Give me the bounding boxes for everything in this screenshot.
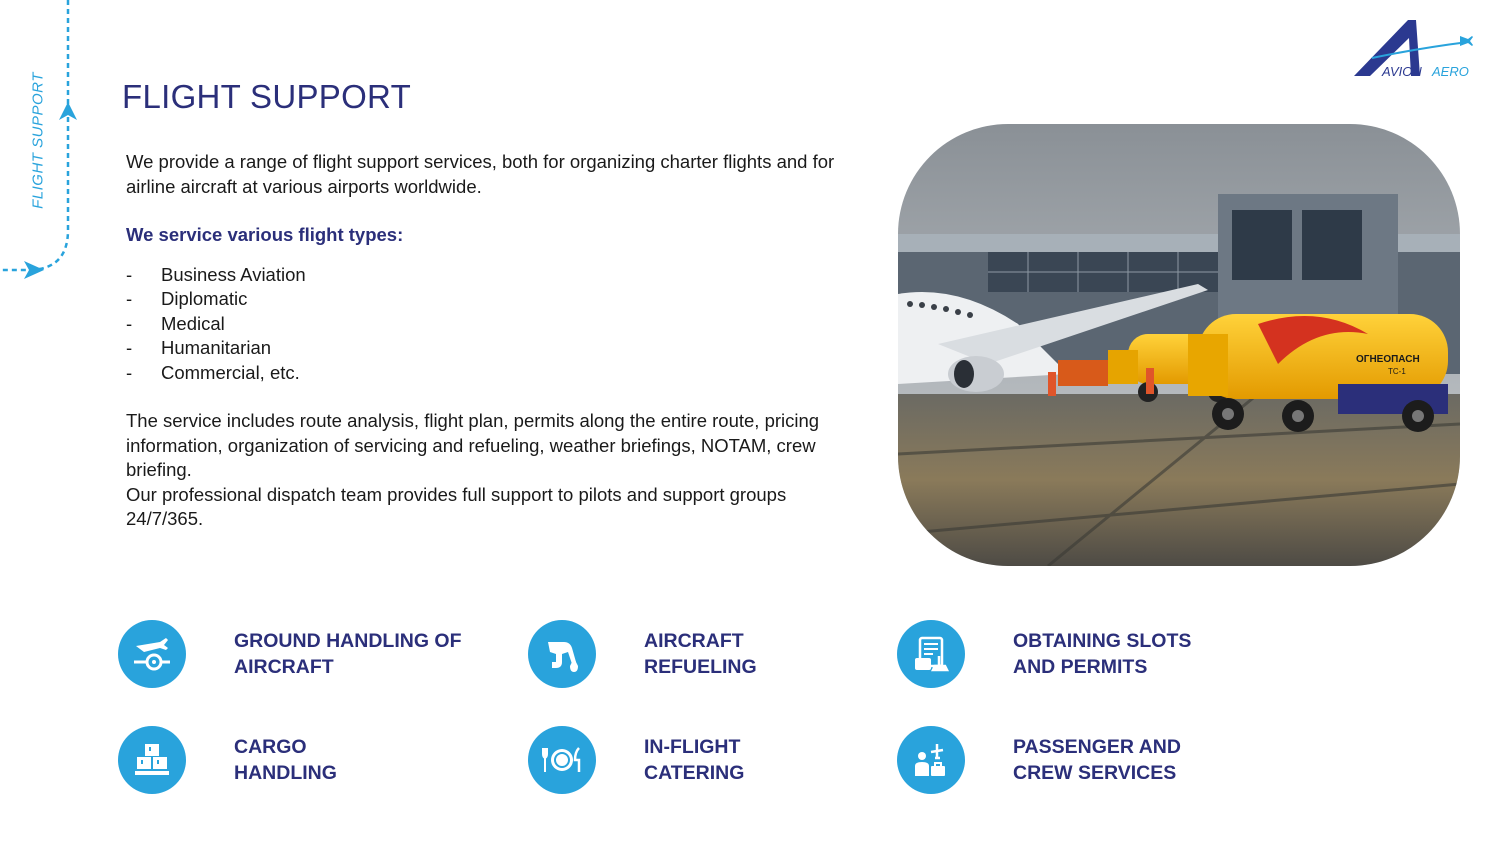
cargo-boxes-icon bbox=[118, 726, 186, 794]
logo-word-avion: AVION bbox=[1382, 64, 1422, 79]
intro-text: We provide a range of flight support services, both for organizing charter flights and for airline aircraft at various airports worldwide. bbox=[126, 151, 835, 197]
passenger-crew-icon bbox=[897, 726, 965, 794]
service-label: CARGO HANDLING bbox=[234, 735, 337, 784]
meal-plate-icon bbox=[528, 726, 596, 794]
service-label: AIRCRAFT REFUELING bbox=[644, 629, 757, 678]
tanker-text: ОГНЕОПАСН bbox=[1356, 354, 1420, 365]
logo-word-aero: AERO bbox=[1432, 64, 1469, 79]
service-catering bbox=[528, 726, 884, 794]
permit-document-icon bbox=[897, 620, 965, 688]
dispatch-text: Our professional dispatch team provides full support to pilots and support groups 24/7/365. bbox=[126, 483, 787, 529]
service-label: GROUND HANDLING OF AIRCRAFT bbox=[234, 629, 462, 678]
airport-refueling-photo bbox=[898, 124, 1460, 566]
tanker-code: ТС-1 bbox=[1388, 367, 1406, 376]
page-title: FLIGHT SUPPORT bbox=[122, 78, 412, 115]
list-item: - Humanitarian bbox=[126, 336, 866, 361]
list-item: - Commercial, etc. bbox=[126, 361, 866, 386]
service-label: PASSENGER AND CREW SERVICES bbox=[1013, 735, 1181, 784]
service-label: OBTAINING SLOTS AND PERMITS bbox=[1013, 629, 1192, 678]
list-item: - Business Aviation bbox=[126, 263, 866, 288]
plane-wrench-icon bbox=[118, 620, 186, 688]
service-details-text: The service includes route analysis, flight plan, permits along the entire route, pricing information, organization of servicing and refueling, weather briefings, NOTAM, crew briefing. bbox=[126, 410, 820, 480]
flight-types-list bbox=[126, 263, 866, 386]
service-label: IN-FLIGHT CATERING bbox=[644, 735, 745, 784]
service-slots-permits bbox=[897, 620, 1253, 688]
sidebar-label: FLIGHT SUPPORT bbox=[29, 72, 47, 209]
list-item: - Medical bbox=[126, 312, 866, 337]
service-refueling bbox=[528, 620, 884, 688]
service-ground-handling bbox=[118, 620, 474, 688]
list-item: - Diplomatic bbox=[126, 287, 866, 312]
avion-aero-logo bbox=[1350, 14, 1475, 84]
fuel-nozzle-icon bbox=[528, 620, 596, 688]
service-passenger-crew bbox=[897, 726, 1253, 794]
main-content bbox=[126, 150, 866, 532]
flight-types-heading: We service various flight types: bbox=[126, 224, 404, 245]
service-cargo bbox=[118, 726, 474, 794]
